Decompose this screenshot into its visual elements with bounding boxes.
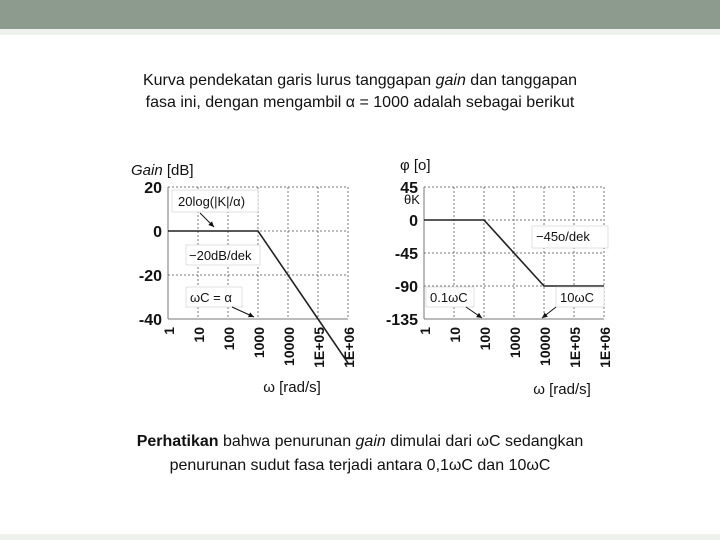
gain-chart <box>131 162 357 396</box>
annotation-arrow-head <box>542 313 548 318</box>
annotation-high-corner: 10ωC <box>560 290 594 305</box>
x-tick-label: 1E+06 <box>597 327 613 368</box>
x-tick-label: 10 <box>191 327 207 343</box>
x-tick-label: 100 <box>477 327 493 351</box>
footer-text-part: bahwa penurunan <box>218 433 356 450</box>
x-tick-label: 1 <box>417 327 433 335</box>
x-tick-label: 1000 <box>251 327 267 359</box>
x-tick-label: 10000 <box>281 327 297 366</box>
phase-chart <box>386 157 613 398</box>
annotation-arrow-head <box>476 313 482 318</box>
y-tick-label: 0 <box>409 213 418 230</box>
footer-text <box>70 430 650 478</box>
y-tick-label: -20 <box>138 268 162 285</box>
y-tick-label: 45 <box>400 180 418 197</box>
intro-text-gain: gain <box>435 72 466 89</box>
y-tick-label: -90 <box>394 279 418 296</box>
y-tick-label: 20 <box>144 180 162 197</box>
x-tick-label: 100 <box>221 327 237 351</box>
annotation-low-corner: 0.1ωC <box>430 290 468 305</box>
annotation-theta: θK <box>404 192 420 207</box>
footer-line-2: penurunan sudut fasa terjadi antara 0,1ωC dan 10ωC <box>169 457 551 474</box>
annotation-corner: ωC = α <box>190 290 232 305</box>
x-tick-label: 1 <box>161 327 177 335</box>
x-tick-label: 10 <box>447 327 463 343</box>
x-axis-label: ω [rad/s] <box>533 381 591 398</box>
x-tick-label: 10000 <box>537 327 553 366</box>
y-tick-label: 0 <box>153 224 162 241</box>
intro-text-part: dan tanggapan <box>465 72 578 89</box>
y-tick-label: -40 <box>138 312 162 329</box>
footer-bold-word: Perhatikan <box>136 433 219 450</box>
footer-text-part: dimulai dari ωC sedangkan <box>385 433 584 450</box>
annotation-phase-slope: −45o/dek <box>536 229 590 244</box>
intro-line-2: fasa ini, dengan mengambil α = 1000 adalah sebagai berikut <box>145 94 575 111</box>
footer-line-1 <box>70 430 650 454</box>
y-axis-label: φ [o] <box>400 157 431 174</box>
intro-text-part: Kurva pendekatan garis lurus tanggapan <box>142 72 436 89</box>
x-tick-label: 1E+05 <box>311 327 327 368</box>
y-tick-label: -135 <box>385 312 418 329</box>
footer-text-gain: gain <box>355 433 386 450</box>
x-tick-label: 1000 <box>507 327 523 359</box>
annotation-slope: −20dB/dek <box>189 248 252 263</box>
y-axis-label: Gain [dB] <box>131 162 194 179</box>
x-tick-label: 1E+05 <box>567 327 583 368</box>
x-tick-label: 1E+06 <box>341 327 357 368</box>
annotation-gain-level: 20log(|K|/α) <box>178 194 246 209</box>
x-axis-label: ω [rad/s] <box>263 379 321 396</box>
y-tick-label: -45 <box>394 246 418 263</box>
